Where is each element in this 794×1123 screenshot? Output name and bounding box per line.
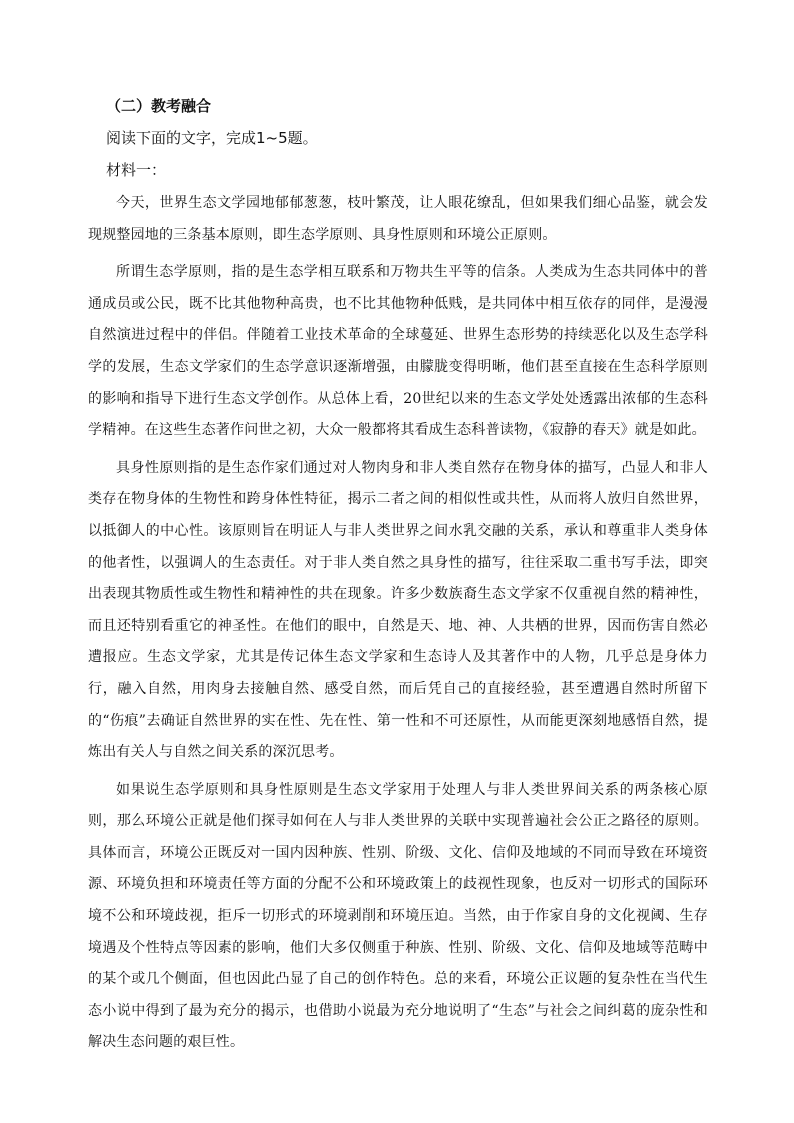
- document-body: [88, 92, 708, 1065]
- paragraph-3: 具身性原则指的是生态作家们通过对人物肉身和非人类自然存在物身体的描写，凸显人和非人类存在物身体的生物性和跨身体性特征，揭示二者之间的相似性或共性，从而将人放归自然世界，以抵御人的中心性。该原则旨在明证人与非人类世界之间水乳交融的关系，承认和尊重非人类身体的他者性，以强调人的生态责任。对于非人类自然之具身性的描写，往往采取二重书写手法，即突出表现其物质性或生物性和精神性的共在现象。许多少数族裔生态文学家不仅重视自然的精神性，而且还特别看重它的神圣性。在他们的眼中，自然是天、地、神、人共栖的世界，因而伤害自然必遭报应。生态文学家，尤其是传记体生态文学家和生态诗人及其著作中的人物，几乎总是身体力行，融入自然，用肉身去接触自然、感受自然，而后凭自己的直接经验，甚至遭遇自然时所留下的“伤痕”去确证自然世界的实在性、先在性、第一性和不可还原性，从而能更深刻地感悟自然，提炼出有关人与自然之间关系的深沉思考。: [88, 459, 708, 761]
- section-heading: （二）教考融合: [106, 97, 212, 115]
- reading-instruction: 阅读下面的文字，完成1~5题。: [106, 129, 318, 147]
- paragraph-4: 如果说生态学原则和具身性原则是生态文学家用于处理人与非人类世界间关系的两条核心原则，那么环境公正就是他们探寻如何在人与非人类世界的关联中实现普遍社会公正之路径的原则。具体而言，环境公正既反对一国内因种族、性别、阶级、文化、信仰及地域的不同而导致在环境资源、环境负担和环境责任等方面的分配不公和环境政策上的歧视性现象，也反对一切形式的国际环境不公和环境歧视，拒斥一切形式的环境剥削和环境压迫。当然，由于作家自身的文化视阈、生存境遇及个性特点等因素的影响，他们大多仅侧重于种族、性别、阶级、文化、信仰及地域等范畴中的某个或几个侧面，但也因此凸显了自己的创作特色。总的来看，环境公正议题的复杂性在当代生态小说中得到了最为充分的揭示，也借助小说最为充分地说明了“生态”与社会之间纠葛的庞杂性和解决生态问题的艰巨性。: [88, 781, 708, 1051]
- paragraph-1: 今天，世界生态文学园地郁郁葱葱，枝叶繁茂，让人眼花缭乱，但如果我们细心品鉴，就会发现规整园地的三条基本原则，即生态学原则、具身性原则和环境公正原则。: [88, 195, 708, 243]
- paragraph-2: 所谓生态学原则，指的是生态学相互联系和万物共生平等的信条。人类成为生态共同体中的普通成员或公民，既不比其他物种高贵，也不比其他物种低贱，是共同体中相互依存的同伴，是漫漫自然演进过程中的伴侣。伴随着工业技术革命的全球蔓延、世界生态形势的持续恶化以及生态学科学的发展，生态文学家们的生态学意识逐渐增强，由朦胧变得明晰，他们甚至直接在生态科学原则的影响和指导下进行生态文学创作。从总体上看，20世纪以来的生态文学处处透露出浓郁的生态科学精神。在这些生态著作问世之初，大众一般都将其看成生态科普读物，《寂静的春天》就是如此。: [88, 264, 708, 439]
- material-label: 材料一：: [106, 161, 167, 179]
